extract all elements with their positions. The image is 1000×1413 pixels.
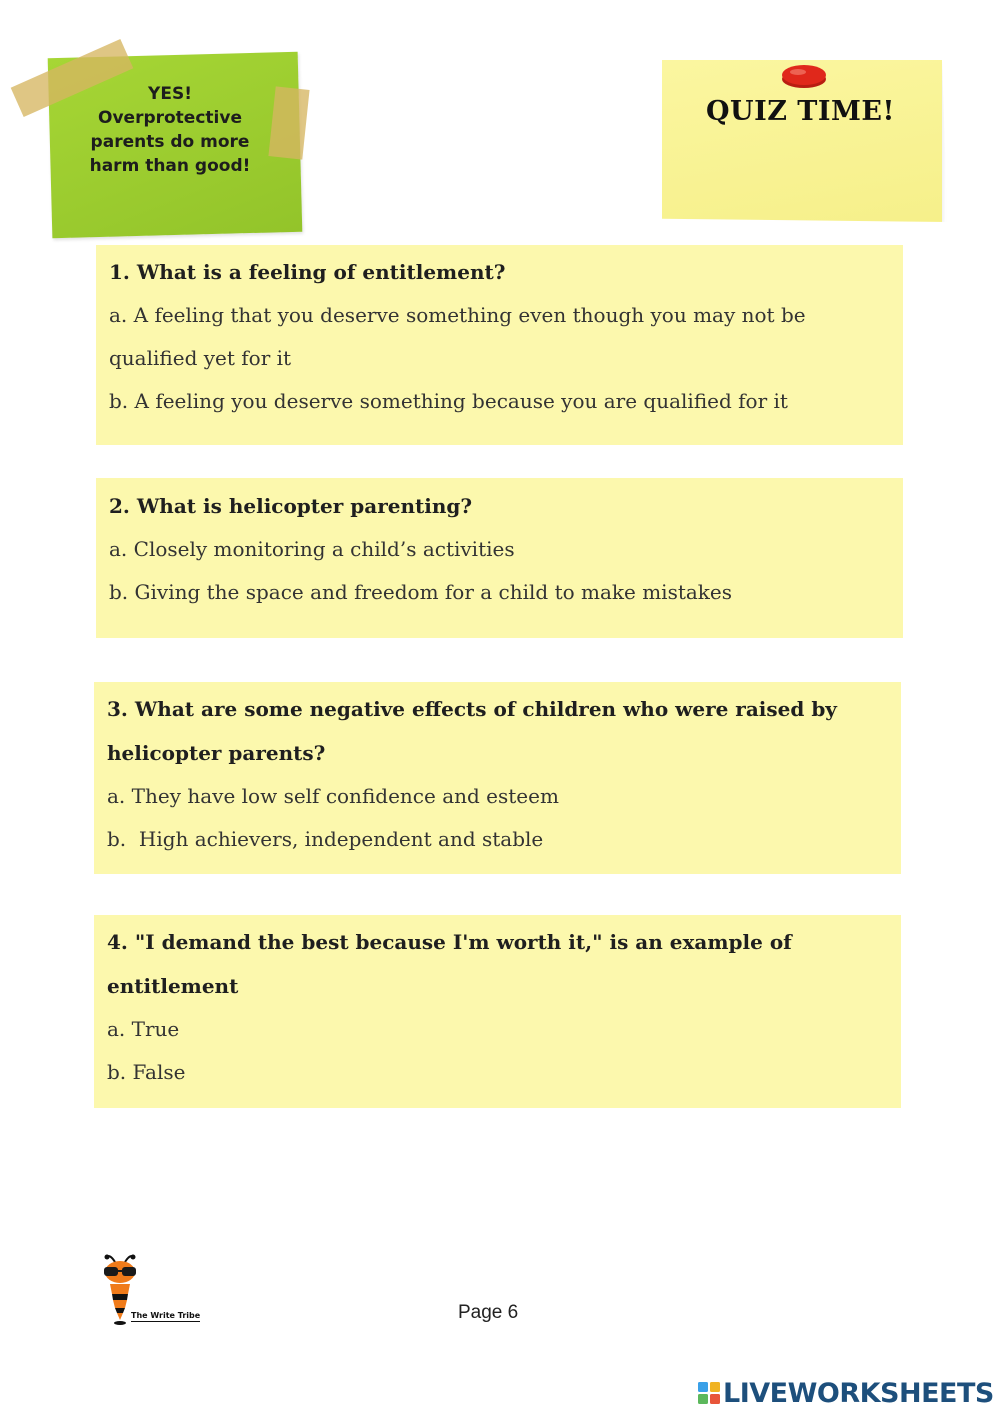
question-text-continued: entitlement <box>107 974 239 998</box>
quiz-title: QUIZ TIME! <box>706 96 895 127</box>
answer-option-b[interactable]: b. Giving the space and freedom for a child to make mistakes <box>109 580 733 604</box>
question-text-continued: helicopter parents? <box>107 741 326 765</box>
answer-option-a[interactable]: a. Closely monitoring a child’s activities <box>109 537 515 561</box>
green-note-text <box>70 82 270 178</box>
answer-option-b[interactable]: b. False <box>107 1060 186 1084</box>
push-pin-icon <box>778 62 828 90</box>
question-card-4 <box>94 915 901 1108</box>
green-note-line: Overprotective <box>98 108 242 128</box>
watermark-text: LIVEWORKSHEETS <box>723 1377 994 1409</box>
question-text: 1. What is a feeling of entitlement? <box>109 260 506 284</box>
green-note-line: YES! <box>148 84 192 104</box>
question-text: 2. What is helicopter parenting? <box>109 494 473 518</box>
tape-strip-right <box>268 86 309 159</box>
question-card-2 <box>96 478 903 638</box>
green-note-line: harm than good! <box>89 156 251 176</box>
liveworksheets-logo-icon <box>697 1381 721 1405</box>
question-text: 3. What are some negative effects of children who were raised by <box>107 697 837 721</box>
page-number: Page 6 <box>458 1302 519 1323</box>
answer-option-a-continued[interactable]: qualified yet for it <box>109 346 292 370</box>
question-card-1 <box>96 245 903 445</box>
answer-option-b[interactable]: b. High achievers, independent and stable <box>107 827 544 851</box>
answer-option-b[interactable]: b. A feeling you deserve something because you are qualified for it <box>109 389 788 413</box>
liveworksheets-watermark <box>697 1376 994 1410</box>
green-note-line: parents do more <box>90 132 250 152</box>
answer-option-a[interactable]: a. True <box>107 1017 180 1041</box>
answer-option-a[interactable]: a. They have low self confidence and esteem <box>107 784 559 808</box>
answer-option-a[interactable]: a. A feeling that you deserve something even though you may not be <box>109 303 806 327</box>
question-text: 4. "I demand the best because I'm worth it," is an example of <box>107 930 792 954</box>
brand-label: The Write Tribe <box>131 1311 201 1320</box>
question-card-3 <box>94 682 901 874</box>
